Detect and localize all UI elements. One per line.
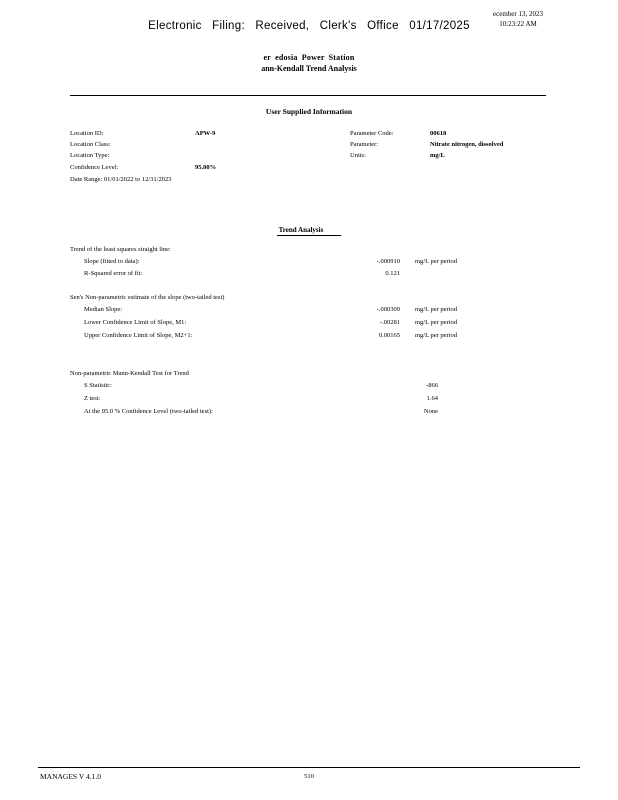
lower-limit-units: mg/L per period	[415, 319, 457, 326]
z-test-label: Z test:	[84, 395, 101, 402]
confidence-result-value: None	[423, 408, 438, 415]
rsquared-value: 0.121	[385, 270, 400, 277]
stamp-time: 10:23:22 AM	[499, 20, 537, 28]
location-class-label: Location Class:	[70, 141, 111, 148]
slope-label: Slope (fitted to data):	[84, 258, 140, 265]
trend-row-upper-limit	[0, 332, 618, 341]
slope-value: -.000910	[376, 258, 400, 265]
trend-row-rsquared	[0, 270, 618, 279]
trend-analysis-heading-wrap	[0, 219, 618, 237]
location-id-value: APW-9	[195, 130, 216, 137]
lower-limit-label: Lower Confidence Limit of Slope, M1:	[84, 319, 187, 326]
upper-limit-value: 0.00165	[378, 332, 400, 339]
mann-kendall-title: Non-parametric Mann-Kendall Test for Trend	[70, 370, 189, 377]
rsquared-label: R-Squared error of fit:	[84, 270, 143, 277]
s-statistic-label: S Statistic:	[84, 382, 112, 389]
upper-limit-units: mg/L per period	[415, 332, 457, 339]
confidence-level-label: Confidence Level:	[70, 164, 119, 171]
parameter-code-value: 00618	[430, 130, 447, 137]
confidence-result-label: At the 95.0 % Confidence Level (two-tailed test):	[84, 408, 213, 415]
app-version: MANAGES V 4.1.0	[40, 772, 101, 781]
location-id-label: Location ID:	[70, 130, 104, 137]
trend-row-median-slope	[0, 306, 618, 315]
trend-row-s-statistic	[0, 382, 618, 391]
sens-title: Sen's Non-parametric estimate of the slope (two-tailed test)	[70, 294, 225, 301]
parameter-code-label: Parameter Code:	[350, 130, 394, 137]
header-divider	[70, 95, 546, 96]
units-label: Units:	[350, 152, 366, 159]
median-slope-value: -.000309	[376, 306, 400, 313]
trend-row-confidence-result	[0, 408, 618, 417]
trend-analysis-heading: Trend Analysis	[277, 226, 342, 236]
trend-row-slope	[0, 258, 618, 267]
parameter-value: Nitrate nitrogen, dissolved	[430, 141, 504, 148]
report-name: ann-Kendall Trend Analysis	[261, 64, 357, 73]
user-info-heading: User Supplied Information	[265, 107, 353, 116]
slope-units: mg/L per period	[415, 258, 457, 265]
trend-row-lower-limit	[0, 319, 618, 328]
lower-limit-value: -.00281	[379, 319, 400, 326]
footer-divider	[38, 767, 580, 768]
s-statistic-value: -866	[426, 382, 438, 389]
median-slope-label: Median Slope:	[84, 306, 123, 313]
parameter-label: Parameter:	[350, 141, 379, 148]
confidence-level-value: 95.00%	[195, 164, 217, 171]
median-slope-units: mg/L per period	[415, 306, 457, 313]
stamp-date: ecember 13, 2023	[493, 10, 543, 18]
z-test-value: 1.64	[426, 395, 438, 402]
units-value: mg/L	[430, 152, 445, 159]
trend-row-z-test	[0, 395, 618, 404]
filing-stamp: Electronic Filing: Received, Clerk's Office 01/17/2025	[148, 20, 470, 32]
location-type-label: Location Type:	[70, 152, 110, 159]
least-squares-title: Trend of the least squares straight line:	[70, 246, 171, 253]
upper-limit-label: Upper Confidence Limit of Slope, M2+1:	[84, 332, 193, 339]
station-name: er edosia Power Station	[263, 53, 355, 62]
date-range-label: Date Range: 01/01/2022 to 12/31/2023	[70, 176, 172, 183]
report-title	[0, 52, 618, 74]
page-number: 510	[304, 773, 314, 780]
